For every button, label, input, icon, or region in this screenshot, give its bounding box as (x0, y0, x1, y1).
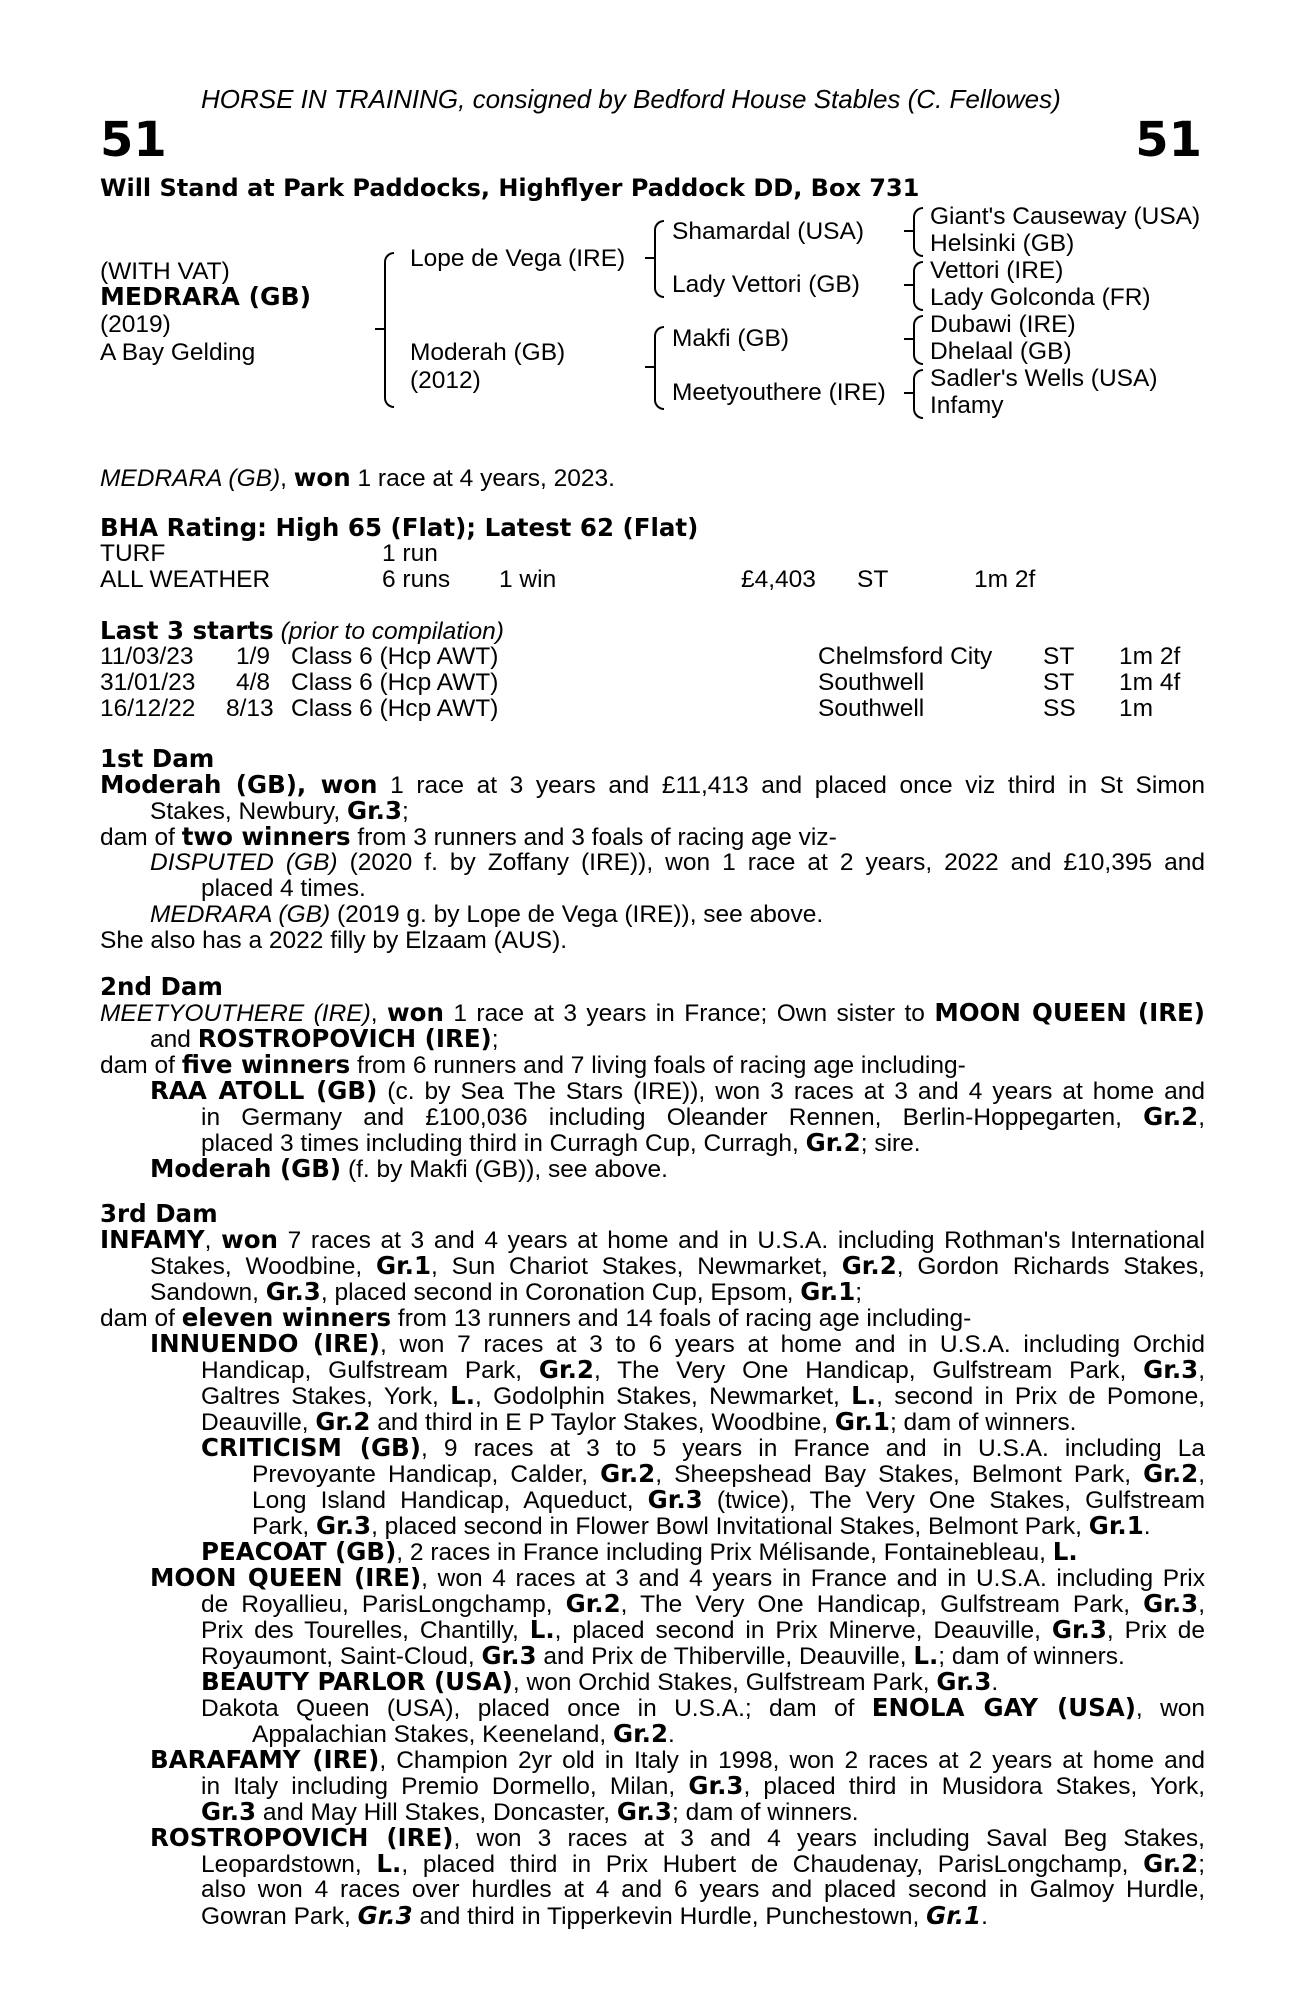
produce-name: DISPUTED (GB) (150, 849, 338, 876)
first-dam-section (100, 746, 1205, 954)
rating-runs: 6 runs (382, 566, 451, 593)
sire-sire-dam: Helsinki (GB) (930, 230, 1075, 257)
start-date: 11/03/23 (100, 643, 194, 670)
second-dam-section (100, 974, 1205, 1182)
dam-text: , Sun Chariot Stakes, Newmarket, (431, 1253, 842, 1280)
dam3-line (100, 1773, 1205, 1799)
dam3-line (100, 1695, 1205, 1721)
bold-text: Gr.3 (357, 1901, 413, 1930)
dam-text: , Champion 2yr old in Italy in 1998, won 2 races at 2 years at home and (379, 1747, 1205, 1774)
dam-text: , 9 races at 3 to 5 years in France and in U.S.A. including La (420, 1435, 1205, 1462)
dam-text: Park, (252, 1513, 316, 1540)
dam1-line: She also has a 2022 filly by Elzaam (AUS). (100, 927, 568, 954)
dam-text: , Gordon Richards Stakes, (896, 1253, 1205, 1280)
dam-text: . (981, 1903, 988, 1930)
dam-text: , (1198, 1357, 1206, 1384)
dam-sire-dam: Dhelaal (GB) (930, 338, 1072, 365)
lot-number-left: 51 (100, 112, 167, 168)
dam-text: Stakes, Woodbine, (150, 1253, 376, 1280)
dam1-line: placed 4 times. (201, 875, 366, 902)
dam3-line (100, 1487, 1205, 1513)
dam2-line (100, 1052, 1205, 1078)
dam-text: ; (491, 1026, 499, 1053)
sire-dam-dam: Lady Golconda (FR) (930, 284, 1151, 311)
dam-text: (2020 f. by Zoffany (IRE)), won 1 race at 2 years, 2022 and £10,395 and (337, 849, 1205, 876)
bold-text: Gr.2 (600, 1459, 656, 1488)
bha-rating: BHA Rating: High 65 (Flat); Latest 62 (Flat) (100, 513, 699, 542)
bold-text: L. (1052, 1537, 1078, 1566)
dam-text: ; dam of winners. (671, 1799, 859, 1826)
start-distance: 1m (1119, 695, 1154, 722)
bold-text: ROSTROPOVICH (IRE) (150, 1823, 454, 1852)
dam-text: also won 4 races over hurdles at 4 and 6 years and placed second in Galmoy Hurdle, (201, 1876, 1205, 1903)
dam1-line (100, 798, 1205, 824)
last-starts-title: Last 3 starts (100, 616, 274, 645)
dam-text: , 2 races in France including Prix Mélisande, Fontainebleau, (396, 1539, 1053, 1566)
dam3-line (100, 1461, 1205, 1487)
start-going: ST (1043, 643, 1075, 670)
bold-text: Gr.3 (265, 1277, 321, 1306)
last-starts-note: (prior to compilation) (280, 618, 504, 645)
bold-text: L. (851, 1381, 877, 1410)
dam: Moderah (GB) (410, 339, 566, 366)
winners-count: two winners (181, 822, 351, 851)
dam-text: , (1198, 1461, 1205, 1488)
dam-year: (2012) (410, 367, 481, 394)
dam-text: from 13 runners and 14 foals of racing age including- (391, 1305, 972, 1332)
grade: Gr.3 (346, 796, 403, 825)
grade: Gr.2 (805, 1128, 861, 1157)
dam1-line (100, 772, 1205, 798)
dam1-line (100, 902, 1205, 928)
dam-text: Prix des Tourelles, Chantilly, (201, 1617, 530, 1644)
grade: Gr.2 (1143, 1102, 1199, 1131)
dam-text: (2019 g. by Lope de Vega (IRE)), see above. (330, 901, 824, 928)
sibling-name: ROSTROPOVICH (IRE) (197, 1024, 492, 1053)
bold-text: INNUENDO (IRE) (150, 1329, 380, 1358)
consignor-line: HORSE IN TRAINING, consigned by Bedford House Stables (C. Fellowes) (201, 84, 1061, 114)
pedigree-bracket-2a (654, 220, 664, 298)
dam-text: , won 4 races at 3 and 4 years in France and in U.S.A. including Prix (421, 1565, 1205, 1592)
dam3-line (100, 1617, 1205, 1643)
dam-text: from 6 runners and 7 living foals of racing age including- (350, 1052, 966, 1079)
bold-text: Gr.1 (926, 1901, 982, 1930)
bold-text: Gr.2 (841, 1251, 897, 1280)
dam-text: , placed second in Prix Minerve, Deauville, (554, 1617, 1052, 1644)
produce-name: MEDRARA (GB) (150, 901, 331, 928)
bold-text: Gr.2 (1143, 1459, 1199, 1488)
rating-prize: £4,403 (741, 566, 816, 593)
start-position: 8/13 (226, 695, 274, 722)
produce-name: Moderah (GB) (150, 1154, 342, 1183)
dam3-line (100, 1643, 1205, 1669)
dam2-line (100, 1078, 1205, 1104)
dam-text: , Prix de (1106, 1617, 1205, 1644)
dam2-line (100, 1000, 1205, 1026)
dam-text: Galtres Stakes, York, (201, 1383, 451, 1410)
dam3-line (100, 1721, 1205, 1747)
dam-text: , The Very One Handicap, Gulfstream Park, (620, 1591, 1144, 1618)
dam3-line (100, 1747, 1205, 1773)
last-starts-heading (100, 618, 504, 645)
dam-dam: Meetyouthere (IRE) (672, 379, 886, 406)
horse-year: (2019) (100, 311, 171, 338)
bold-text: Gr.1 (834, 1407, 890, 1436)
bold-text: Gr.2 (565, 1589, 621, 1618)
sibling-name: MOON QUEEN (IRE) (934, 998, 1205, 1027)
dam-text: in Germany and £100,036 including Oleander Rennen, Berlin-Hoppegarten, (201, 1104, 1144, 1131)
dam1-line (100, 850, 1205, 876)
dam3-line (100, 1851, 1205, 1877)
pedigree-bracket-3c (913, 315, 923, 365)
start-race: Class 6 (Hcp AWT) (291, 643, 499, 670)
dam-text: 7 races at 3 and 4 years at home and in U.S.A. including Rothman's International (278, 1227, 1205, 1254)
dam-text: ; sire. (860, 1130, 921, 1157)
bold-text: Gr.2 (612, 1719, 669, 1748)
bold-text: Gr.1 (800, 1277, 856, 1306)
bold-text: L. (376, 1849, 402, 1878)
dam-name: MEETYOUTHERE (IRE) (100, 1000, 371, 1027)
dam-text: in Italy including Premio Dormello, Milan, (201, 1773, 689, 1800)
dam2-line (100, 1156, 1205, 1182)
start-race: Class 6 (Hcp AWT) (291, 669, 499, 696)
rating-distance: 1m 2f (974, 566, 1036, 593)
rating-wins: 1 win (499, 566, 557, 593)
dam-sire: Makfi (GB) (672, 325, 790, 352)
sire: Lope de Vega (IRE) (410, 245, 626, 272)
start-distance: 1m 4f (1119, 669, 1181, 696)
dam-text: Royaumont, Saint-Cloud, (201, 1643, 482, 1670)
start-course: Southwell (818, 669, 925, 696)
dam3-line (100, 1279, 1205, 1305)
rating-runs: 1 run (382, 540, 438, 567)
dam-text: (twice), The Very One Stakes, Gulfstream (702, 1487, 1205, 1514)
dam3-line (100, 1565, 1205, 1591)
bold-text: PEACOAT (GB) (201, 1537, 397, 1566)
dam-text: de Royallieu, ParisLongchamp, (201, 1591, 566, 1618)
dam-text: , (1198, 1104, 1205, 1131)
bold-text: Gr.2 (538, 1355, 594, 1384)
bold-text: Gr.3 (1143, 1355, 1199, 1384)
dam-text: ; (855, 1279, 863, 1306)
bold-text: eleven winners (181, 1303, 392, 1332)
dam3-line (100, 1253, 1205, 1279)
start-date: 31/01/23 (100, 669, 196, 696)
dam-dam-sire: Sadler's Wells (USA) (930, 365, 1158, 392)
bold-text: Gr.2 (1143, 1849, 1199, 1878)
pedigree-bracket-1 (384, 252, 394, 408)
dam-text: , placed third in Musidora Stakes, York, (743, 1773, 1205, 1800)
dam2-line (100, 1026, 1205, 1052)
dam-text: placed 3 times including third in Curragh Cup, Curragh, (201, 1130, 806, 1157)
dam-text: , won 3 races at 3 and 4 years including Saval Beg Stakes, (453, 1825, 1205, 1852)
dam-text: . (991, 1669, 999, 1696)
dam3-line (100, 1591, 1205, 1617)
dam3-line (100, 1435, 1205, 1461)
dam3-line (100, 1331, 1205, 1357)
start-date: 16/12/22 (100, 695, 196, 722)
dam3-line (100, 1383, 1205, 1409)
dam-text: and May Hill Stakes, Doncaster, (256, 1799, 617, 1826)
won-label: won (387, 998, 444, 1027)
lot-number-right: 51 (1135, 112, 1202, 168)
stand-location: Will Stand at Park Paddocks, Highflyer Paddock DD, Box 731 (100, 174, 920, 202)
start-course: Chelmsford City (818, 643, 993, 670)
pedigree-bracket-3a (913, 207, 923, 257)
start-distance: 1m 2f (1119, 643, 1181, 670)
dam1-line (100, 824, 1205, 850)
dam-text: , (204, 1227, 222, 1254)
bold-text: L. (450, 1381, 476, 1410)
dam-text: Sandown, (150, 1279, 266, 1306)
dam-text: , Sheepshead Bay Stakes, Belmont Park, (655, 1461, 1144, 1488)
bold-text: Gr.3 (316, 1511, 372, 1540)
dam3-line (100, 1227, 1205, 1253)
dam-text: Leopardstown, (201, 1851, 377, 1878)
bold-text: Gr.3 (616, 1797, 672, 1826)
bold-text: ENOLA GAY (USA) (871, 1693, 1136, 1722)
dam3-line (100, 1409, 1205, 1435)
dam-text: , The Very One Handicap, Gulfstream Park, (593, 1357, 1144, 1384)
dam3-line (100, 1903, 1205, 1929)
bold-text: won (221, 1225, 279, 1254)
dam-text: and third in Tipperkevin Hurdle, Punchestown, (412, 1903, 927, 1930)
dam3-line (100, 1877, 1205, 1903)
race-summary: MEDRARA (GB), won 1 race at 4 years, 2023. (100, 463, 615, 492)
summary-won: won (293, 463, 351, 492)
bold-text: Gr.3 (1051, 1615, 1107, 1644)
dam3-line (100, 1513, 1205, 1539)
dam-text: ; dam of winners. (938, 1643, 1125, 1670)
dam-text: and (150, 1026, 198, 1053)
summary-rest: 1 race at 4 years, 2023. (350, 465, 615, 492)
dam-text: , placed third in Prix Hubert de Chaudenay, ParisLongchamp, (401, 1851, 1144, 1878)
horse-name: MEDRARA (GB) (100, 282, 312, 311)
dam-text: , won 7 races at 3 to 6 years at home and in U.S.A. including Orchid (379, 1331, 1205, 1358)
bold-text: L. (529, 1615, 555, 1644)
third-dam-section (100, 1201, 1205, 1929)
dam2-line (100, 1104, 1205, 1130)
section-heading: 1st Dam (100, 744, 215, 773)
bold-text: Gr.3 (688, 1771, 744, 1800)
dam-text: Appalachian Stakes, Keeneland, (252, 1721, 613, 1748)
dam-name: Moderah (GB), won (100, 770, 378, 799)
start-going: ST (1043, 669, 1075, 696)
dam-sire-sire: Dubawi (IRE) (930, 311, 1076, 338)
start-course: Southwell (818, 695, 925, 722)
dam3-line (100, 1357, 1205, 1383)
dam-text: (c. by Sea The Stars (IRE)), won 3 races at 3 and 4 years at home and (377, 1078, 1205, 1105)
sire-dam: Lady Vettori (GB) (672, 271, 860, 298)
rating-going: ST (857, 566, 889, 593)
dam-text: ; dam of winners. (889, 1409, 1077, 1436)
dam-text: dam of (100, 1305, 182, 1332)
bold-text: Gr.3 (481, 1641, 537, 1670)
start-going: SS (1043, 695, 1076, 722)
dam-text: Dakota Queen (USA), placed once in U.S.A.; dam of (201, 1695, 872, 1722)
dam3-line (100, 1305, 1205, 1331)
dam-text: and third in E P Taylor Stakes, Woodbine, (370, 1409, 835, 1436)
dam-text: , placed second in Flower Bowl Invitational Stakes, Belmont Park, (371, 1513, 1089, 1540)
bold-text: Gr.1 (1088, 1511, 1144, 1540)
dam-text: dam of (100, 824, 182, 851)
bold-text: Gr.1 (375, 1251, 432, 1280)
sire-dam-sire: Vettori (IRE) (930, 257, 1064, 284)
pedigree-bracket-3d (913, 369, 923, 419)
produce-name: RAA ATOLL (GB) (150, 1076, 378, 1105)
dam3-line (100, 1539, 1205, 1565)
dam3-line (100, 1799, 1205, 1825)
summary-horse-name: MEDRARA (GB) (100, 465, 281, 492)
start-race: Class 6 (Hcp AWT) (291, 695, 499, 722)
start-position: 4/8 (236, 669, 271, 696)
dam-text: , (1198, 1591, 1206, 1618)
dam-text: dam of (100, 1052, 182, 1079)
bold-text: Gr.3 (201, 1797, 257, 1826)
dam-text: Stakes, Newbury, (150, 798, 347, 825)
dam-text: , won Orchid Stakes, Gulfstream Park, (512, 1669, 937, 1696)
dam-text: ; (402, 798, 409, 825)
dam-text: Prevoyante Handicap, Calder, (252, 1461, 601, 1488)
dam3-line (100, 1669, 1205, 1695)
dam-text: . (1143, 1513, 1151, 1540)
bold-text: Gr.2 (315, 1407, 371, 1436)
sire-sire: Shamardal (USA) (672, 218, 864, 245)
bold-text: CRITICISM (GB) (201, 1433, 421, 1462)
dam-text: , won (1135, 1695, 1206, 1722)
pedigree-bracket-3b (913, 261, 923, 311)
start-position: 1/9 (236, 643, 271, 670)
dam-text: , second in Prix de Pomone, (876, 1383, 1205, 1410)
dam-text: , Godolphin Stakes, Newmarket, (475, 1383, 852, 1410)
dam-text: Gowran Park, (201, 1903, 358, 1930)
dam-text: Handicap, Gulfstream Park, (201, 1357, 539, 1384)
bold-text: Gr.3 (1143, 1589, 1199, 1618)
dam2-line (100, 1130, 1205, 1156)
dam-text: 1 race at 3 years and £11,413 and placed once viz third in St Simon (377, 772, 1205, 799)
dam-text: (f. by Makfi (GB)), see above. (341, 1156, 668, 1183)
rating-surface: ALL WEATHER (100, 566, 271, 593)
dam-text: . (668, 1721, 675, 1748)
bold-text: Gr.3 (936, 1667, 992, 1696)
pedigree-bracket-2b (654, 326, 664, 410)
dam-text: and Prix de Thiberville, Deauville, (536, 1643, 914, 1670)
dam-text: Deauville, (201, 1409, 316, 1436)
sire-sire-sire: Giant's Causeway (USA) (930, 203, 1201, 230)
dam-text: from 3 runners and 3 foals of racing age viz- (350, 824, 837, 851)
dam-text: 1 race at 3 years in France; Own sister to (443, 1000, 935, 1027)
bold-text: BARAFAMY (IRE) (150, 1745, 380, 1774)
section-heading: 2nd Dam (100, 972, 223, 1001)
third-dam-lines (100, 1227, 1205, 1929)
winners-count: five winners (181, 1050, 351, 1079)
horse-description: A Bay Gelding (100, 339, 256, 366)
dam-text: ; (1198, 1851, 1206, 1878)
dam-dam-dam: Infamy (930, 392, 1004, 419)
dam3-line (100, 1825, 1205, 1851)
section-heading: 3rd Dam (100, 1199, 218, 1228)
bold-text: Gr.3 (647, 1485, 703, 1514)
bold-text: L. (913, 1641, 939, 1670)
dam-text: , (370, 1000, 388, 1027)
vat-note: (WITH VAT) (100, 258, 230, 285)
dam-text: Long Island Handicap, Aqueduct, (252, 1487, 648, 1514)
dam-text: , placed second in Coronation Cup, Epsom, (320, 1279, 801, 1306)
bold-text: BEAUTY PARLOR (USA) (201, 1667, 513, 1696)
bold-text: MOON QUEEN (IRE) (150, 1563, 422, 1592)
rating-surface: TURF (100, 540, 166, 567)
bold-text: INFAMY (100, 1225, 205, 1254)
